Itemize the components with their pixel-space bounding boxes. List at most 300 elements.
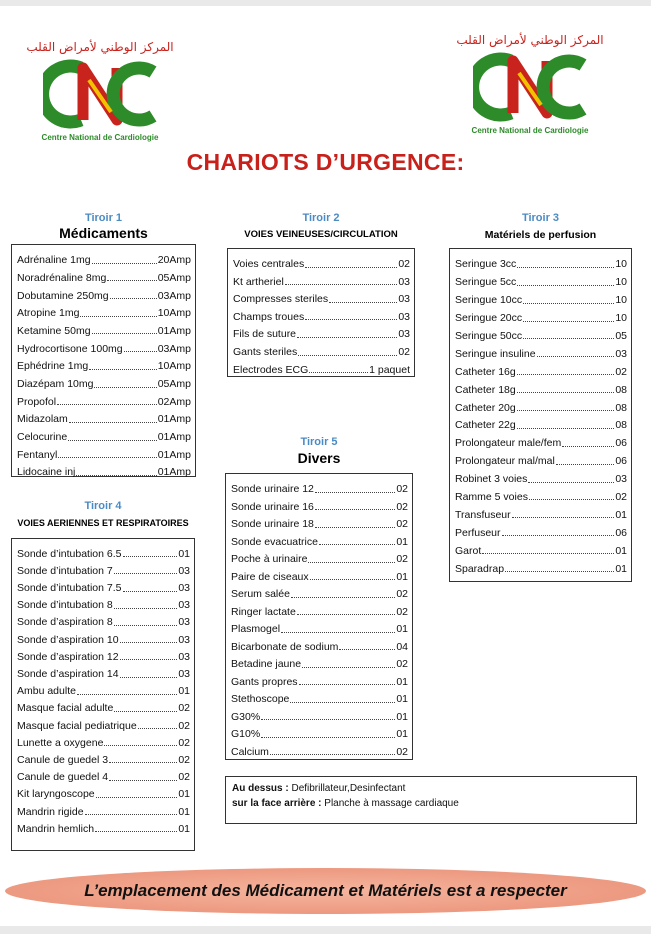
item-name: Transfuseur — [455, 508, 511, 521]
list-item — [450, 395, 631, 413]
list-item — [12, 407, 195, 425]
item-quantity: 02 — [178, 753, 190, 766]
dotted-leader — [92, 333, 157, 334]
item-name: Ephédrine 1mg — [17, 360, 89, 373]
list-item — [12, 576, 194, 593]
item-quantity: 02 — [396, 518, 408, 530]
item-name: Fentanyl — [17, 448, 58, 461]
dotted-leader — [297, 614, 396, 615]
logo-left — [25, 38, 175, 148]
dotted-leader — [537, 356, 615, 357]
item-name: Gants steriles — [233, 346, 298, 359]
list-item — [226, 722, 412, 740]
item-name: Gants propres — [231, 675, 298, 688]
item-name: Sonde d’aspiration 8 — [17, 616, 113, 629]
list-item — [12, 301, 195, 319]
logo-english-text: Centre National de Cardiologie — [41, 133, 159, 142]
list-item — [228, 270, 414, 288]
item-quantity: 10Amp — [157, 360, 191, 373]
item-name: Garot — [455, 544, 482, 557]
dotted-leader — [123, 591, 178, 592]
item-name: Stethoscope — [231, 693, 290, 705]
dotted-leader — [285, 284, 398, 285]
dotted-leader — [114, 608, 178, 609]
list-item — [12, 460, 195, 478]
list-item — [12, 645, 194, 662]
tiroir-4-heading: VOIES AERIENNES ET RESPIRATOIRES — [17, 518, 189, 528]
dotted-leader — [482, 553, 614, 554]
dotted-leader — [556, 464, 615, 465]
item-name: Seringue 10cc — [455, 294, 523, 307]
list-item — [450, 485, 631, 503]
item-name: Sonde urinaire 12 — [231, 483, 314, 495]
item-quantity: 01Amp — [157, 466, 191, 479]
dotted-leader — [523, 321, 614, 322]
item-name: Adrénaline 1mg — [17, 254, 91, 267]
tiroir-3-heading: Matériels de perfusion — [484, 229, 597, 241]
item-quantity: 03 — [615, 473, 627, 486]
dotted-leader — [305, 319, 397, 320]
item-quantity: 03 — [178, 633, 190, 646]
item-quantity: 02 — [398, 258, 410, 271]
cnc-logo-icon — [43, 58, 157, 130]
list-item — [450, 377, 631, 395]
list-item — [450, 341, 631, 359]
item-name: Ambu adulte — [17, 685, 76, 698]
dotted-leader — [523, 338, 614, 339]
document-sheet — [0, 6, 651, 926]
list-item — [450, 413, 631, 431]
item-name: Propofol — [17, 395, 57, 408]
item-quantity: 05Amp — [157, 271, 191, 284]
dotted-leader — [85, 814, 178, 815]
item-quantity: 01 — [396, 535, 408, 548]
item-quantity: 02 — [396, 588, 408, 600]
dotted-leader — [109, 780, 177, 781]
item-name: Sonde d’intubation 6.5 — [17, 547, 122, 560]
list-item — [226, 740, 412, 758]
list-item — [228, 305, 414, 323]
item-quantity: 06 — [615, 437, 627, 450]
item-quantity: 02 — [396, 553, 408, 565]
tiroir-5-list — [225, 473, 413, 760]
dotted-leader — [315, 527, 395, 528]
note-back-text: Planche à massage cardiaque — [321, 797, 459, 809]
list-item — [226, 687, 412, 705]
dotted-leader — [517, 392, 615, 393]
item-name: Electrodes ECG — [233, 363, 309, 376]
cnc-logo-icon — [473, 51, 587, 123]
tiroir-5-label: Tiroir 5 — [300, 436, 338, 448]
dotted-leader — [261, 719, 395, 720]
item-name: Kt artheriel — [233, 275, 284, 288]
dotted-leader — [329, 302, 397, 303]
dotted-leader — [523, 303, 614, 304]
item-name: Sonde d’aspiration 12 — [17, 650, 119, 663]
item-name: Diazépam 10mg — [17, 378, 94, 390]
dotted-leader — [308, 562, 395, 563]
list-item — [228, 322, 414, 340]
item-name: Sonde d’intubation 7 — [17, 564, 113, 577]
list-item — [450, 252, 631, 270]
item-name: Canule de guedel 4 — [17, 771, 109, 784]
item-quantity: 01 — [396, 570, 408, 583]
dotted-leader — [69, 422, 157, 423]
item-name: Sonde urinaire 16 — [231, 500, 314, 513]
list-item — [226, 617, 412, 635]
list-item — [12, 266, 195, 284]
list-item — [12, 283, 195, 301]
dotted-leader — [305, 267, 397, 268]
item-name: Sparadrap — [455, 562, 505, 575]
list-item — [450, 359, 631, 377]
tiroir-4-label: Tiroir 4 — [84, 500, 122, 512]
item-quantity: 10 — [615, 294, 627, 307]
list-item — [12, 336, 195, 354]
item-quantity: 10 — [615, 312, 627, 325]
note-above-text: Defibrillateur,Desinfectant — [288, 783, 406, 794]
dotted-leader — [76, 475, 156, 476]
item-name: Betadine jaune — [231, 658, 302, 670]
dotted-leader — [120, 642, 178, 643]
list-item — [226, 565, 412, 583]
list-item — [12, 594, 194, 611]
list-item — [228, 358, 414, 376]
note-back-label: sur la face arrière : — [232, 797, 322, 809]
item-quantity: 03 — [615, 347, 627, 360]
item-quantity: 10Amp — [157, 307, 191, 320]
dotted-leader — [512, 517, 615, 518]
item-quantity: 01 — [396, 693, 408, 705]
dotted-leader — [298, 355, 397, 356]
item-name: Mandrin rigide — [17, 805, 84, 818]
item-quantity: 03 — [398, 293, 410, 306]
item-quantity: 02 — [396, 745, 408, 758]
item-quantity: 01Amp — [157, 413, 191, 426]
item-quantity: 02 — [396, 500, 408, 513]
item-name: Perfuseur — [455, 526, 501, 539]
dotted-leader — [310, 579, 396, 580]
item-quantity: 10 — [615, 276, 627, 289]
item-name: Robinet 3 voies — [455, 473, 528, 486]
item-name: Serum salée — [231, 588, 290, 600]
note-above-label: Au dessus : — [232, 783, 289, 794]
item-quantity: 03 — [178, 616, 190, 629]
dotted-leader — [290, 702, 395, 703]
list-item — [12, 628, 194, 645]
dotted-leader — [528, 482, 614, 483]
tiroir-1-label: Tiroir 1 — [84, 212, 123, 224]
list-item — [450, 502, 631, 520]
dotted-leader — [109, 762, 177, 763]
dotted-leader — [110, 298, 157, 299]
tiroir-5-heading: Divers — [297, 450, 341, 466]
item-name: Bicarbonate de sodium — [231, 640, 339, 653]
dotted-leader — [123, 556, 178, 557]
list-item — [226, 652, 412, 670]
item-quantity: 02 — [396, 605, 408, 618]
dotted-leader — [95, 831, 177, 832]
item-name: Paire de ciseaux — [231, 570, 309, 583]
item-quantity: 01 — [396, 710, 408, 723]
item-quantity: 02 — [396, 483, 408, 495]
list-item — [450, 467, 631, 485]
list-item — [226, 705, 412, 723]
list-item — [226, 512, 412, 530]
list-item — [226, 600, 412, 618]
item-quantity: 1 paquet — [369, 363, 410, 376]
item-quantity: 08 — [615, 419, 627, 432]
list-item — [12, 354, 195, 372]
dotted-leader — [138, 728, 178, 729]
item-name: Midazolam — [17, 413, 68, 426]
list-item — [228, 340, 414, 358]
dotted-leader — [339, 649, 395, 650]
dotted-leader — [58, 457, 156, 458]
list-item — [450, 431, 631, 449]
dotted-leader — [80, 316, 156, 317]
dotted-leader — [120, 677, 178, 678]
list-item — [450, 520, 631, 538]
item-name: Catheter 20g — [455, 401, 516, 414]
dotted-leader — [114, 711, 177, 712]
item-quantity: 02 — [615, 490, 627, 503]
item-quantity: 03 — [398, 328, 410, 341]
item-quantity: 01 — [615, 508, 627, 521]
item-quantity: 01Amp — [157, 324, 191, 337]
tiroir-4-list — [11, 538, 195, 851]
item-quantity: 03 — [178, 599, 190, 612]
item-name: Voies centrales — [233, 258, 305, 271]
logo-arabic-text: المركز الوطني لأمراض القلب — [26, 40, 174, 54]
item-name: Sonde d’intubation 7.5 — [17, 582, 122, 595]
item-quantity: 02 — [615, 365, 627, 378]
dotted-leader — [502, 535, 615, 536]
list-item — [12, 559, 194, 576]
item-name: Catheter 22g — [455, 419, 516, 432]
list-item — [12, 697, 194, 714]
item-name: G30% — [231, 710, 261, 723]
item-name: Catheter 18g — [455, 383, 516, 396]
dotted-leader — [94, 387, 156, 388]
item-quantity: 04 — [396, 640, 408, 653]
logo-english-text: Centre National de Cardiologie — [471, 126, 589, 135]
list-item — [12, 783, 194, 800]
list-item — [12, 748, 194, 765]
item-name: Calcium — [231, 745, 269, 758]
list-item — [12, 662, 194, 679]
dotted-leader — [309, 372, 368, 373]
list-item — [450, 556, 631, 574]
item-quantity: 05 — [615, 329, 627, 342]
item-quantity: 01 — [178, 805, 190, 818]
dotted-leader — [281, 632, 395, 633]
dotted-leader — [517, 267, 614, 268]
dotted-leader — [120, 659, 178, 660]
item-name: Hydrocortisone 100mg — [17, 342, 123, 355]
list-item — [450, 288, 631, 306]
item-name: Plasmogel — [231, 623, 281, 635]
list-item — [12, 390, 195, 408]
item-quantity: 03 — [178, 582, 190, 595]
dotted-leader — [505, 571, 614, 572]
dotted-leader — [562, 446, 614, 447]
dotted-leader — [57, 404, 157, 405]
item-name: Seringue 20cc — [455, 312, 523, 325]
item-quantity: 01 — [396, 623, 408, 635]
item-name: Canule de guedel 3 — [17, 753, 109, 766]
list-item — [12, 372, 195, 390]
note-above-line — [232, 782, 630, 797]
list-item — [228, 252, 414, 270]
item-quantity: 01 — [178, 822, 190, 835]
note-back-line — [232, 797, 630, 812]
list-item — [450, 538, 631, 556]
dotted-leader — [517, 428, 615, 429]
dotted-leader — [315, 492, 395, 493]
item-name: Ringer lactate — [231, 605, 296, 618]
item-quantity: 01 — [615, 562, 627, 575]
item-quantity: 03Amp — [157, 289, 191, 302]
list-item — [12, 319, 195, 337]
item-name: Fils de suture — [233, 328, 297, 341]
item-quantity: 02 — [398, 346, 410, 359]
item-name: Mandrin hemlich — [17, 822, 95, 835]
tiroir-2-list — [227, 248, 415, 377]
list-item — [12, 248, 195, 266]
item-name: Noradrénaline 8mg — [17, 271, 107, 284]
item-quantity: 01 — [396, 675, 408, 688]
list-item — [12, 611, 194, 628]
item-quantity: 01Amp — [157, 448, 191, 461]
dotted-leader — [92, 263, 157, 264]
list-item — [226, 547, 412, 565]
item-name: Ramme 5 voies — [455, 490, 528, 503]
dotted-leader — [77, 694, 177, 695]
dotted-leader — [517, 285, 614, 286]
list-item — [12, 425, 195, 443]
item-name: Atropine 1mg — [17, 307, 80, 320]
item-quantity: 10 — [615, 258, 627, 271]
item-quantity: 05Amp — [157, 378, 191, 390]
dotted-leader — [297, 337, 397, 338]
item-quantity: 01 — [615, 544, 627, 557]
item-name: Ketamine 50mg — [17, 324, 91, 337]
list-item — [12, 680, 194, 697]
item-quantity: 01 — [178, 547, 190, 560]
item-name: Lidocaine inj — [17, 466, 76, 479]
dotted-leader — [104, 745, 177, 746]
logo-right — [455, 31, 605, 141]
dotted-leader — [89, 369, 157, 370]
tiroir-3-list — [449, 248, 632, 582]
item-quantity: 03 — [178, 564, 190, 577]
item-quantity: 03 — [178, 668, 190, 680]
item-quantity: 02 — [178, 702, 190, 715]
item-name: Sonde d’intubation 8 — [17, 599, 113, 612]
item-name: Prolongateur mal/mal — [455, 455, 555, 468]
list-item — [12, 765, 194, 782]
list-item — [228, 287, 414, 305]
footer-banner — [5, 868, 646, 914]
dotted-leader — [114, 625, 178, 626]
list-item — [226, 670, 412, 688]
item-name: Champs troues — [233, 310, 305, 323]
item-name: Seringue 5cc — [455, 276, 517, 289]
item-name: Poche à urinaire — [231, 553, 308, 565]
list-item — [12, 800, 194, 817]
item-quantity: 20Amp — [157, 254, 191, 267]
item-name: Masque facial adulte — [17, 702, 114, 715]
item-quantity: 02 — [178, 719, 190, 732]
item-name: Compresses steriles — [233, 293, 329, 306]
list-item — [12, 714, 194, 731]
dotted-leader — [529, 499, 614, 500]
item-quantity: 02 — [178, 736, 190, 749]
item-name: Seringue 50cc — [455, 329, 523, 342]
tiroir-2-label: Tiroir 2 — [302, 212, 340, 224]
item-name: Masque facial pediatrique — [17, 719, 137, 732]
dotted-leader — [302, 667, 395, 668]
list-item — [450, 306, 631, 324]
list-item — [450, 324, 631, 342]
logo-arabic-text: المركز الوطني لأمراض القلب — [456, 33, 604, 47]
item-name: Seringue 3cc — [455, 258, 517, 271]
item-quantity: 01 — [396, 728, 408, 740]
item-quantity: 03 — [398, 310, 410, 323]
item-quantity: 01Amp — [157, 431, 191, 444]
item-name: Prolongateur male/fem — [455, 437, 562, 450]
tiroir-3-label: Tiroir 3 — [521, 212, 560, 224]
dotted-leader — [299, 684, 396, 685]
list-item — [226, 530, 412, 548]
item-name: Catheter 16g — [455, 365, 516, 378]
list-item — [226, 477, 412, 495]
dotted-leader — [517, 410, 615, 411]
item-quantity: 08 — [615, 383, 627, 396]
item-quantity: 03 — [178, 650, 190, 663]
dotted-leader — [319, 544, 395, 545]
item-quantity: 06 — [615, 455, 627, 468]
item-name: G10% — [231, 728, 261, 740]
page-title: CHARIOTS D’URGENCE: — [186, 149, 465, 175]
item-quantity: 03Amp — [157, 342, 191, 355]
item-name: Sonde d’aspiration 14 — [17, 668, 119, 680]
list-item — [450, 449, 631, 467]
item-quantity: 02 — [178, 771, 190, 784]
list-item — [226, 495, 412, 513]
list-item — [12, 443, 195, 461]
item-quantity: 08 — [615, 401, 627, 414]
dotted-leader — [68, 440, 157, 441]
list-item — [226, 582, 412, 600]
item-name: Seringue insuline — [455, 347, 536, 360]
dotted-leader — [114, 573, 178, 574]
item-quantity: 06 — [615, 526, 627, 539]
item-name: Sonde evacuatrice — [231, 535, 318, 548]
list-item — [450, 270, 631, 288]
dotted-leader — [96, 797, 178, 798]
dotted-leader — [270, 754, 395, 755]
dotted-leader — [291, 597, 395, 598]
item-name: Lunette a oxygene — [17, 736, 104, 749]
item-name: Sonde urinaire 18 — [231, 518, 314, 530]
dotted-leader — [261, 737, 395, 738]
item-quantity: 02 — [396, 658, 408, 670]
item-name: Celocurine — [17, 431, 68, 444]
item-quantity: 02Amp — [157, 395, 191, 408]
dotted-leader — [315, 509, 395, 510]
